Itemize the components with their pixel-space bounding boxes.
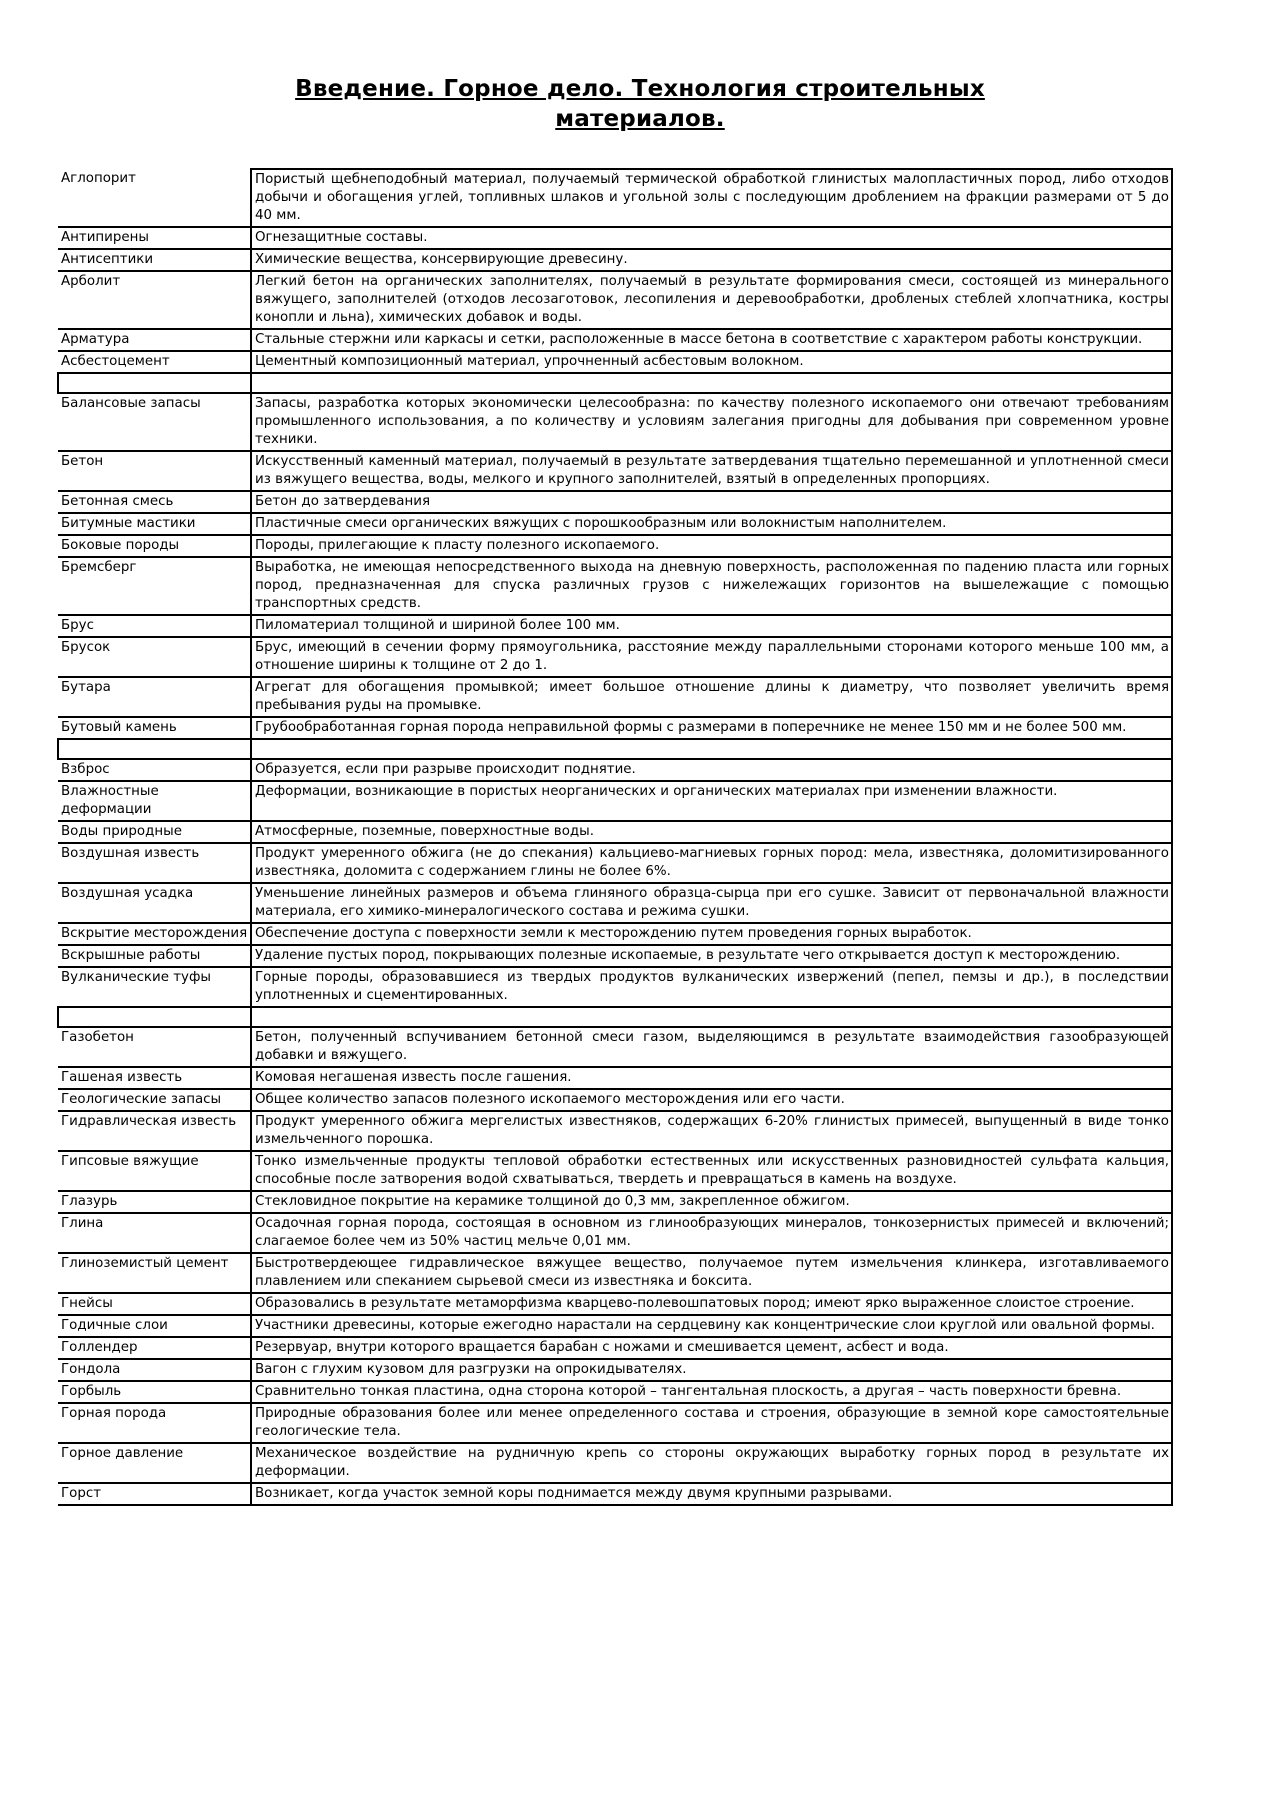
glossary-definition: Обеспечение доступа с поверхности земли к месторождению путем проведения горных выработок. [251, 923, 1172, 945]
glossary-definition [251, 373, 1172, 393]
glossary-term: Брус [58, 615, 251, 637]
glossary-definition: Цементный композиционный материал, упрочненный асбестовым волокном. [251, 351, 1172, 373]
glossary-definition: Огнезащитные составы. [251, 227, 1172, 249]
glossary-definition: Стекловидное покрытие на керамике толщиной до 0,3 мм, закрепленное обжигом. [251, 1191, 1172, 1213]
glossary-row [58, 1443, 1172, 1483]
glossary-row [58, 637, 1172, 677]
glossary-term: Вскрытие месторождения [58, 923, 251, 945]
glossary-row [58, 1111, 1172, 1151]
glossary-definition: Деформации, возникающие в пористых неорганических и органических материалах при изменении влажности. [251, 781, 1172, 821]
glossary-definition: Уменьшение линейных размеров и объема глиняного образца-сырца при его сушке. Зависит от первоначальной влажности материала, его химико-минералогического состава и режима сушки. [251, 883, 1172, 923]
glossary-definition: Химические вещества, консервирующие древесину. [251, 249, 1172, 271]
glossary-definition: Возникает, когда участок земной коры поднимается между двумя крупными разрывами. [251, 1483, 1172, 1505]
glossary-definition [251, 1007, 1172, 1027]
glossary-term: Гидравлическая известь [58, 1111, 251, 1151]
glossary-row [58, 1359, 1172, 1381]
glossary-definition: Комовая негашеная известь после гашения. [251, 1067, 1172, 1089]
glossary-term: Голлендер [58, 1337, 251, 1359]
glossary-definition: Вагон с глухим кузовом для разгрузки на опрокидывателях. [251, 1359, 1172, 1381]
glossary-row [58, 781, 1172, 821]
glossary-definition: Пористый щебнеподобный материал, получаемый термической обработкой глинистых малопластичных пород, либо отходов добычи и обогащения углей, топливных шлаков и угольной золы с последующим дроблением на фракции размерами от 5 до 40 мм. [251, 169, 1172, 227]
page-title: Введение. Горное дело. Технология строительных материалов. [295, 76, 985, 132]
glossary-definition: Горные породы, образовавшиеся из твердых продуктов вулканических извержений (пепел, пемзы и др.), в последствии уплотненных и сцементированных. [251, 967, 1172, 1007]
glossary-definition: Брус, имеющий в сечении форму прямоугольника, расстояние между параллельными сторонами которого меньше 100 мм, а отношение ширины к толщине от 2 до 1. [251, 637, 1172, 677]
glossary-definition: Быстротвердеющее гидравлическое вяжущее вещество, получаемое путем измельчения клинкера, изготавливаемого плавлением или спеканием сырьевой смеси из известняка и боксита. [251, 1253, 1172, 1293]
glossary-definition: Участники древесины, которые ежегодно нарастали на сердцевину как концентрические слои круглой или овальной формы. [251, 1315, 1172, 1337]
glossary-row [58, 329, 1172, 351]
glossary-definition: Удаление пустых пород, покрывающих полезные ископаемые, в результате чего открывается доступ к месторождению. [251, 945, 1172, 967]
glossary-row [58, 1293, 1172, 1315]
glossary-definition: Агрегат для обогащения промывкой; имеет большое отношение длины к диаметру, что позволяет увеличить время пребывания руды на промывке. [251, 677, 1172, 717]
glossary-term: Горная порода [58, 1403, 251, 1443]
glossary-term: Бетон [58, 451, 251, 491]
glossary-term: Воздушная усадка [58, 883, 251, 923]
glossary-row [58, 717, 1172, 739]
glossary-row [58, 451, 1172, 491]
glossary-term: Гашеная известь [58, 1067, 251, 1089]
glossary-row [58, 1067, 1172, 1089]
glossary-row [58, 1191, 1172, 1213]
glossary-term [58, 373, 251, 393]
glossary-term: Глазурь [58, 1191, 251, 1213]
glossary-term: Горст [58, 1483, 251, 1505]
glossary-definition: Грубообработанная горная порода неправильной формы с размерами в поперечнике не менее 150 мм и не более 500 мм. [251, 717, 1172, 739]
glossary-definition: Выработка, не имеющая непосредственного выхода на дневную поверхность, расположенная по падению пласта или горных пород, предназначенная для спуска различных грузов с нижележащих горизонтов на вышележащие с помощью транспортных средств. [251, 557, 1172, 615]
glossary-definition: Резервуар, внутри которого вращается барабан с ножами и смешивается цемент, асбест и вода. [251, 1337, 1172, 1359]
glossary-definition: Пиломатериал толщиной и шириной более 100 мм. [251, 615, 1172, 637]
glossary-separator-row [58, 373, 1172, 393]
glossary-term: Глина [58, 1213, 251, 1253]
glossary-definition: Запасы, разработка которых экономически целесообразна: по качеству полезного ископаемого они отвечают требованиям промышленного использования, а по количеству и условиям залегания пригодны для добывания при современном уровне техники. [251, 393, 1172, 451]
glossary-term: Боковые породы [58, 535, 251, 557]
glossary-term: Вскрышные работы [58, 945, 251, 967]
glossary-definition: Легкий бетон на органических заполнителях, получаемый в результате формирования смеси, состоящей из минерального вяжущего, заполнителей (отходов лесозаготовок, лесопиления и деревообработки, дробленых стеблей хлопчатника, костры конопли и льна), химических добавок и воды. [251, 271, 1172, 329]
glossary-definition: Продукт умеренного обжига (не до спекания) кальциево-магниевых горных пород: мела, известняка, доломитизированного известняка, доломита с содержанием глины не более 6%. [251, 843, 1172, 883]
glossary-row [58, 615, 1172, 637]
glossary-row [58, 169, 1172, 227]
glossary-row [58, 1213, 1172, 1253]
glossary-table [57, 168, 1173, 1506]
glossary-definition: Образуется, если при разрыве происходит поднятие. [251, 759, 1172, 781]
glossary-definition: Бетон до затвердевания [251, 491, 1172, 513]
glossary-definition: Тонко измельченные продукты тепловой обработки естественных или искусственных разновидностей сульфата кальция, способные после затворения водой схватываться, твердеть и превращаться в камень на воздухе. [251, 1151, 1172, 1191]
glossary-row [58, 351, 1172, 373]
glossary-row [58, 883, 1172, 923]
glossary-definition: Атмосферные, поземные, поверхностные воды. [251, 821, 1172, 843]
glossary-term: Брусок [58, 637, 251, 677]
glossary-term: Гипсовые вяжущие [58, 1151, 251, 1191]
glossary-term: Гондола [58, 1359, 251, 1381]
glossary-term: Влажностные деформации [58, 781, 251, 821]
glossary-row [58, 491, 1172, 513]
glossary-definition: Механическое воздействие на рудничную крепь со стороны окружающих выработку горных пород в результате их деформации. [251, 1443, 1172, 1483]
glossary-term: Битумные мастики [58, 513, 251, 535]
glossary-definition: Продукт умеренного обжига мергелистых известняков, содержащих 6-20% глинистых примесей, выпущенный в виде тонко измельченного порошка. [251, 1111, 1172, 1151]
glossary-row [58, 1253, 1172, 1293]
glossary-term: Арболит [58, 271, 251, 329]
glossary-definition [251, 739, 1172, 759]
glossary-row [58, 677, 1172, 717]
glossary-term: Балансовые запасы [58, 393, 251, 451]
glossary-term: Годичные слои [58, 1315, 251, 1337]
glossary-term: Воды природные [58, 821, 251, 843]
glossary-row [58, 271, 1172, 329]
glossary-term: Бутара [58, 677, 251, 717]
glossary-definition: Стальные стержни или каркасы и сетки, расположенные в массе бетона в соответствие с характером работы конструкции. [251, 329, 1172, 351]
glossary-row [58, 1151, 1172, 1191]
glossary-row [58, 557, 1172, 615]
glossary-definition: Бетон, полученный вспучиванием бетонной смеси газом, выделяющимся в результате взаимодействия газообразующей добавки и вяжущего. [251, 1027, 1172, 1067]
glossary-row [58, 1089, 1172, 1111]
glossary-row [58, 535, 1172, 557]
glossary-term: Взброс [58, 759, 251, 781]
glossary-term: Гнейсы [58, 1293, 251, 1315]
glossary-term: Геологические запасы [58, 1089, 251, 1111]
glossary-term: Бутовый камень [58, 717, 251, 739]
glossary-row [58, 513, 1172, 535]
glossary-definition: Искусственный каменный материал, получаемый в результате затвердевания тщательно перемешанной и уплотненной смеси из вяжущего вещества, воды, мелкого и крупного заполнителей, взятый в определенных пропорциях. [251, 451, 1172, 491]
glossary-term: Воздушная известь [58, 843, 251, 883]
glossary-row [58, 1381, 1172, 1403]
glossary-row [58, 227, 1172, 249]
glossary-definition: Природные образования более или менее определенного состава и строения, образующие в земной коре самостоятельные геологические тела. [251, 1403, 1172, 1443]
glossary-term: Газобетон [58, 1027, 251, 1067]
glossary-definition: Образовались в результате метаморфизма кварцево-полевошпатовых пород; имеют ярко выраженное слоистое строение. [251, 1293, 1172, 1315]
glossary-term: Антипирены [58, 227, 251, 249]
glossary-row [58, 249, 1172, 271]
glossary-row [58, 1483, 1172, 1505]
glossary-term: Горное давление [58, 1443, 251, 1483]
glossary-definition: Пластичные смеси органических вяжущих с порошкообразным или волокнистым наполнителем. [251, 513, 1172, 535]
glossary-row [58, 843, 1172, 883]
glossary-term: Антисептики [58, 249, 251, 271]
glossary-definition: Общее количество запасов полезного ископаемого месторождения или его части. [251, 1089, 1172, 1111]
glossary-row [58, 1337, 1172, 1359]
glossary-row [58, 923, 1172, 945]
glossary-row [58, 967, 1172, 1007]
glossary-row [58, 759, 1172, 781]
glossary-row [58, 821, 1172, 843]
glossary-definition: Сравнительно тонкая пластина, одна сторона которой – тангентальная плоскость, а другая – часть поверхности бревна. [251, 1381, 1172, 1403]
glossary-term [58, 739, 251, 759]
glossary-term: Вулканические туфы [58, 967, 251, 1007]
glossary-separator-row [58, 1007, 1172, 1027]
glossary-row [58, 1403, 1172, 1443]
glossary-row [58, 1315, 1172, 1337]
glossary-term: Горбыль [58, 1381, 251, 1403]
glossary-body [58, 169, 1172, 1505]
glossary-definition: Породы, прилегающие к пласту полезного ископаемого. [251, 535, 1172, 557]
glossary-term: Бремсберг [58, 557, 251, 615]
glossary-term: Асбестоцемент [58, 351, 251, 373]
glossary-term: Глиноземистый цемент [58, 1253, 251, 1293]
glossary-separator-row [58, 739, 1172, 759]
glossary-row [58, 1027, 1172, 1067]
glossary-term [58, 1007, 251, 1027]
glossary-term: Аглопорит [58, 169, 251, 227]
glossary-row [58, 945, 1172, 967]
glossary-term: Бетонная смесь [58, 491, 251, 513]
glossary-definition: Осадочная горная порода, состоящая в основном из глинообразующих минералов, тонкозернистых примесей и включений; слагаемое более чем из 50% частиц мельче 0,01 мм. [251, 1213, 1172, 1253]
glossary-term: Арматура [58, 329, 251, 351]
glossary-row [58, 393, 1172, 451]
